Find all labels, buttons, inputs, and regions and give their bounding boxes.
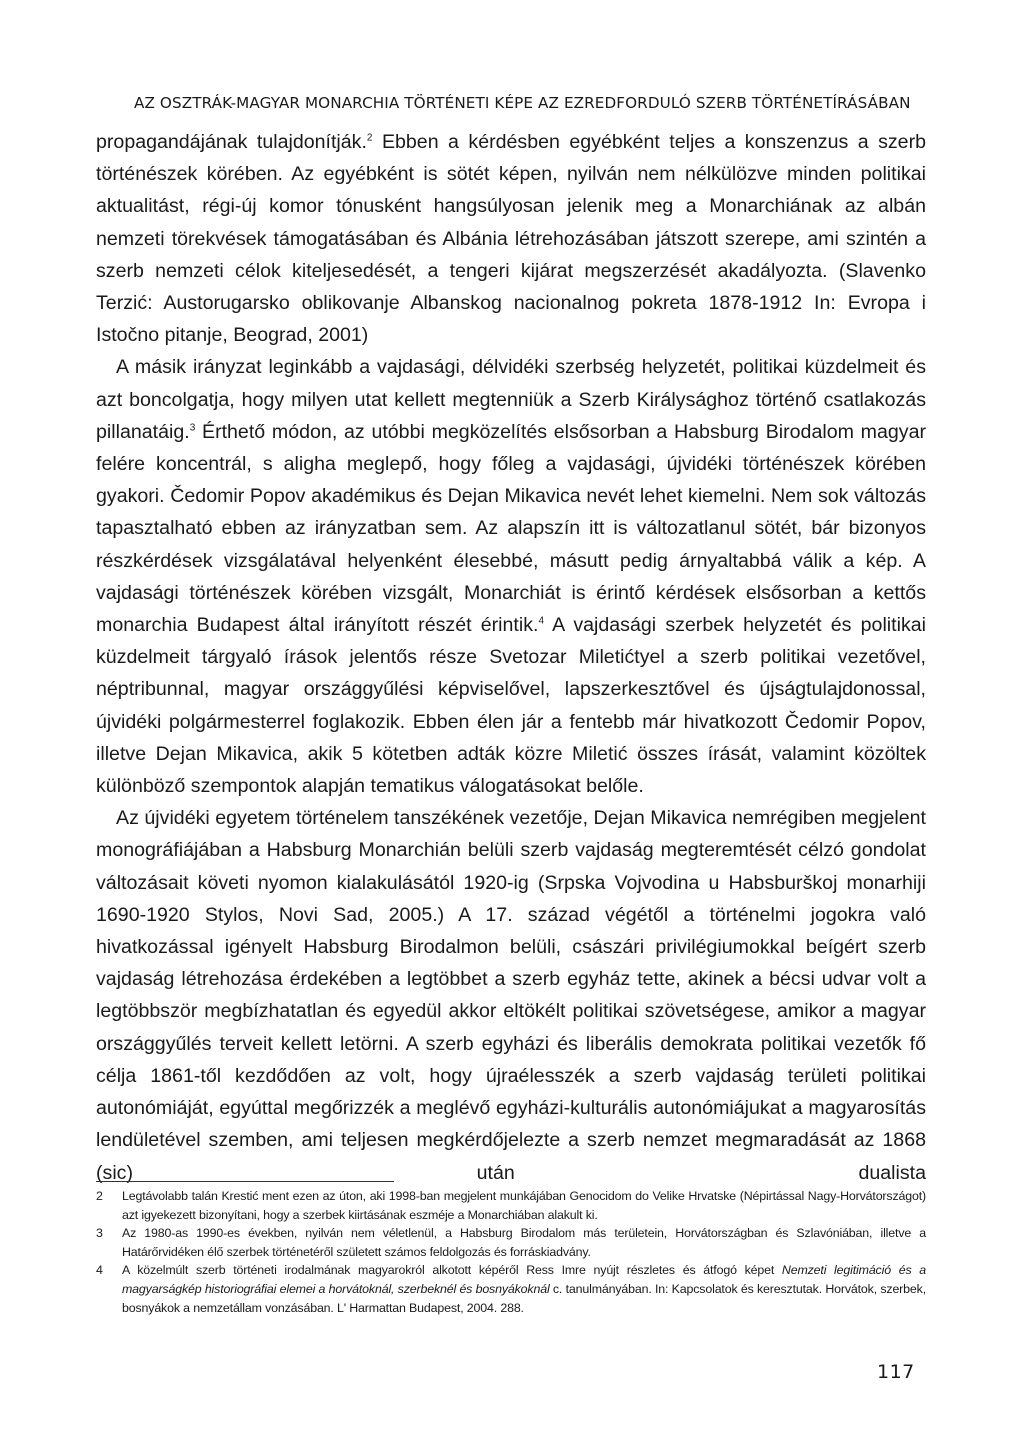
footnote-text	[122, 1261, 926, 1317]
footnote-text: Az 1980-as 1990-es években, nyilván nem véletlenül, a Habsburg Birodalom más területein, Horvátországban és Szlavóniában, illetve a Határőrvidéken élő szerbek történetéről született számos feldolgozás és forráskiadvány.	[122, 1226, 926, 1259]
footnote-4	[96, 1261, 926, 1317]
footnote-number: 2	[96, 1189, 103, 1203]
footnote-3	[96, 1224, 926, 1261]
paragraph-2-text-c: A vajdasági szerbek helyzetét és politikai küzdelmeit tárgyaló írások jelentős része Svetozar Miletićtyel a szerb politikai vezetővel, néptribunnal, magyar országgyűlési képviselővel, lapszerkesztővel és újságtulajdonossal, újvidéki polgármesterrel foglakozik. Ebben élen jár a fentebb már hivatkozott Čedomir Popov, illetve Dejan Mikavica, akik 5 kötetben adták közre Miletić összes írását, valamint közöltek különböző szempontok alapján tematikus válogatásokat belőle.	[96, 614, 926, 798]
footnote-ref-4: 4	[538, 615, 545, 627]
footnote-number: 4	[96, 1263, 103, 1278]
footnote-text-a: A közelmúlt szerb történeti irodalmának magyarokról alkotott képéről Ress Imre nyújt részletes és átfogó képet	[122, 1263, 782, 1278]
footnote-divider	[96, 1181, 394, 1182]
paragraph-1-text-a: propagandájának tulajdonítják.	[96, 131, 367, 153]
paragraph-1-text-b: Ebben a kérdésben egyébként teljes a konszenzus a szerb történészek körében. Az egyébként is sötét képen, nyilván nem nélkülözve minden politikai aktualitást, régi-új komor tónusként hangsúlyosan jelenik meg a Monarchiának az albán nemzeti törekvések támogatásában és Albánia létrehozásában játszott szerepe, ami szintén a szerb nemzeti célok kiteljesedését, a tengeri kijárat megszerzését akadályozta. (Slavenko Terzić: Austorugarsko oblikovanje Albanskog nacionalnog pokreta 1878-1912 In: Evropa i Istočno pitanje, Beograd, 2001)	[96, 131, 926, 347]
footnote-ref-3: 3	[189, 422, 196, 434]
page-number: 117	[877, 1361, 915, 1383]
footnote-ref-2: 2	[366, 132, 373, 144]
footnote-2	[96, 1187, 926, 1224]
footnote-text-b: c. tanulmányában. In: Kapcsolatok és keresztutak. Horvátok, szerbek, bosnyákok a nemzetállam vonzásában. L' Harmattan Budapest, 2004. 288.	[122, 1281, 926, 1315]
footnote-italic-title: Nemzeti legitimáció és a magyarságkép historiográfiai elemei a horvátoknál, szerbeknél és bosnyákoknál	[122, 1263, 927, 1296]
paragraph-2	[96, 351, 926, 802]
footnotes	[96, 1187, 926, 1317]
paragraph-2-text-b: Érthető módon, az utóbbi megközelítés elsősorban a Habsburg Birodalom magyar felére koncentrál, s aligha meglepő, hogy főleg a vajdasági, újvidéki történészek körében gyakori. Čedomir Popov akadémikus és Dejan Mikavica nevét lehet kiemelni. Nem sok változás tapasztalható ebben az irányzatban sem. Az alapszín itt is változatlanul sötét, bár bizonyos részkérdések vizsgálatával helyenként élesebbé, másutt pedig árnyaltabbá válik a kép. A vajdasági történészek körében vizsgált, Monarchiát is érintő kérdések elsősorban a kettős monarchia Budapest által irányított részét érintik.	[96, 420, 926, 637]
paragraph-1	[96, 126, 926, 351]
footnote-number: 3	[96, 1226, 103, 1241]
main-text	[96, 126, 926, 1189]
paragraph-2-text-a: A másik irányzat leginkább a vajdasági, délvidéki szerbség helyzetét, politikai küzdelmeit és azt boncolgatja, hogy milyen utat kellett megtenniük a Szerb Királysághoz történő csatlakozás pillanatáig.	[96, 356, 926, 443]
paragraph-3: Az újvidéki egyetem történelem tanszékének vezetője, Dejan Mikavica nemrégiben megjelent monográfiájában a Habsburg Monarchián belüli szerb vajdaság megteremtését célzó gondolat változásait követi nyomon kialakulásától 1920-ig (Srpska Vojvodina u Habsburškoj monarhiji 1690-1920 Stylos, Novi Sad, 2005.) A 17. század végétől a történelmi jogokra való hivatkozással igényelt Habsburg Birodalmon belüli, császári privilégiumokkal beígért szerb vajdaság létrehozása érdekében a legtöbbet a szerb egyház tette, akinek a bécsi udvar volt a legtöbbször megbízhatatlan és egyedül akkor eltökélt politikai szövetségese, amikor a magyar országgyűlés terveit kellett letörni. A szerb egyházi és liberális demokrata politikai vezetők fő célja 1861-től kezdődően az volt, hogy újraélesszék a szerb vajdaság területi politikai autonómiáját, egyúttal megőrizzék a meglévő egyházi-kulturális autonómiájukat a magyarosítás lendületével szemben, ami teljesen megkérdőjelezte a szerb nemzet megmaradását az 1868 (sic) után dualista	[96, 807, 926, 1184]
running-head: AZ OSZTRÁK-MAGYAR MONARCHIA TÖRTÉNETI KÉPE AZ EZREDFORDULÓ SZERB TÖRTÉNETÍRÁSÁBAN	[134, 94, 911, 112]
footnote-text: Legtávolabb talán Krestić ment ezen az úton, aki 1998-ban megjelent munkájában Genocidom do Velike Hrvatske (Népirtással Nagy-Horvátországot) azt igyekezett bizonyítani, hogy a szerbek kiirtásának eszméje a Monarchiában alakult ki.	[122, 1189, 926, 1222]
